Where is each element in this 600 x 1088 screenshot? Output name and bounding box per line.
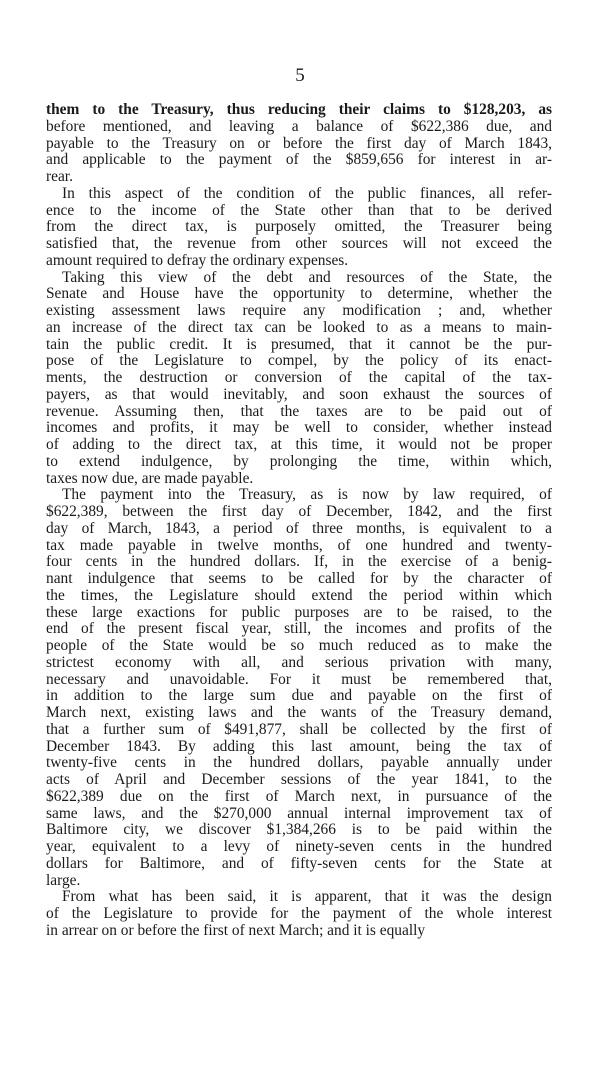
text-line: day of March, 1843, a period of three months, is equivalent to a xyxy=(46,520,552,537)
text-line: four cents in the hundred dollars. If, in the exercise of a benig- xyxy=(46,554,552,571)
text-line: The payment into the Treasury, as is now by law required, of xyxy=(62,487,552,504)
paragraph xyxy=(46,270,552,488)
text-line: necessary and unavoidable. For it must be remembered that, xyxy=(46,671,552,688)
text-line: them to the Treasury, thus reducing their claims to $128,203, as xyxy=(46,102,552,118)
text-line: these large exactions for public purposes are to be raised, to the xyxy=(46,604,552,621)
text-line: payable to the Treasury on or before the first day of March 1843, xyxy=(46,135,552,152)
text-line: In this aspect of the condition of the public finances, all refer- xyxy=(62,185,552,202)
text-line: of the Legislature to provide for the payment of the whole interest xyxy=(46,906,552,922)
text-line: people of the State would be so much reduced as to make the xyxy=(46,638,552,654)
text-line: twenty-five cents in the hundred dollars, payable annually under xyxy=(46,755,552,772)
text-line: Taking this view of the debt and resources of the State, the xyxy=(62,269,552,286)
text-line: $622,389 due on the first of March next, in pursuance of the xyxy=(46,788,552,805)
text-line: Senate and House have the opportunity to determine, whether the xyxy=(46,286,552,303)
paragraph xyxy=(46,186,552,270)
text-line: revenue. Assuming then, that the taxes are to be paid out of xyxy=(46,403,552,420)
text-line: same laws, and the $270,000 annual internal improvement tax of xyxy=(46,805,552,822)
text-line: incomes and profits, it may be well to consider, whether instead xyxy=(46,420,552,437)
text-line: From what has been said, it is apparent, that it was the design xyxy=(62,889,552,906)
text-line: the times, the Legislature should extend the period within which xyxy=(46,587,552,604)
text-line: large. xyxy=(46,872,81,889)
text-line: existing assessment laws require any modification ; and, whether xyxy=(46,303,552,319)
text-line: strictest economy with all, and serious privation with many, xyxy=(46,654,552,671)
text-line: satisfied that, the revenue from other sources will not exceed the xyxy=(46,236,552,252)
text-line: and applicable to the payment of the $859,656 for interest in ar- xyxy=(46,152,552,169)
text-line: December 1843. By adding this last amount, being the tax of xyxy=(46,738,552,755)
text-line: rear. xyxy=(46,169,73,185)
text-line: of adding to the direct tax, at this time, it would not be proper xyxy=(46,437,552,453)
text-line: nant indulgence that seems to be called for by the character of xyxy=(46,571,552,587)
text-line: tax made payable in twelve months, of one hundred and twenty- xyxy=(46,537,552,554)
paragraph xyxy=(46,102,552,186)
text-line: amount required to defray the ordinary expenses. xyxy=(46,252,349,269)
body-text xyxy=(46,102,552,940)
paragraph xyxy=(46,889,552,939)
text-line: that a further sum of $491,877, shall be collected by the first of xyxy=(46,721,552,738)
text-line: in arrear on or before the first of next March; and it is equally xyxy=(46,922,426,939)
text-line: an increase of the direct tax can be looked to as a means to main- xyxy=(46,319,552,336)
text-line: end of the present fiscal year, still, the incomes and profits of the xyxy=(46,621,552,638)
text-line: taxes now due, are made payable. xyxy=(46,470,254,487)
text-line: year, equivalent to a levy of ninety-seven cents in the hundred xyxy=(46,839,552,855)
text-line: before mentioned, and leaving a balance of $622,386 due, and xyxy=(46,118,552,135)
text-line: from the direct tax, is purposely omitted, the Treasurer being xyxy=(46,219,552,236)
text-line: acts of April and December sessions of the year 1841, to the xyxy=(46,772,552,788)
text-line: payers, as that would inevitably, and soon exhaust the sources of xyxy=(46,386,552,403)
text-line: dollars for Baltimore, and of fifty-seven cents for the State at xyxy=(46,855,552,872)
text-line: ence to the income of the State other than that to be derived xyxy=(46,202,552,219)
text-line: pose of the Legislature to compel, by the policy of its enact- xyxy=(46,353,552,370)
paragraph xyxy=(46,487,552,889)
text-line: ments, the destruction or conversion of the capital of the tax- xyxy=(46,370,552,386)
text-line: March next, existing laws and the wants of the Treasury demand, xyxy=(46,705,552,721)
text-line: Baltimore city, we discover $1,384,266 is to be paid within the xyxy=(46,822,552,839)
text-line: tain the public credit. It is presumed, that it cannot be the pur- xyxy=(46,336,552,353)
text-line: in addition to the large sum due and payable on the first of xyxy=(46,688,552,705)
text-line: to extend indulgence, by prolonging the time, within which, xyxy=(46,453,552,470)
text-line: $622,389, between the first day of December, 1842, and the first xyxy=(46,504,552,520)
page-number: 5 xyxy=(295,65,305,86)
